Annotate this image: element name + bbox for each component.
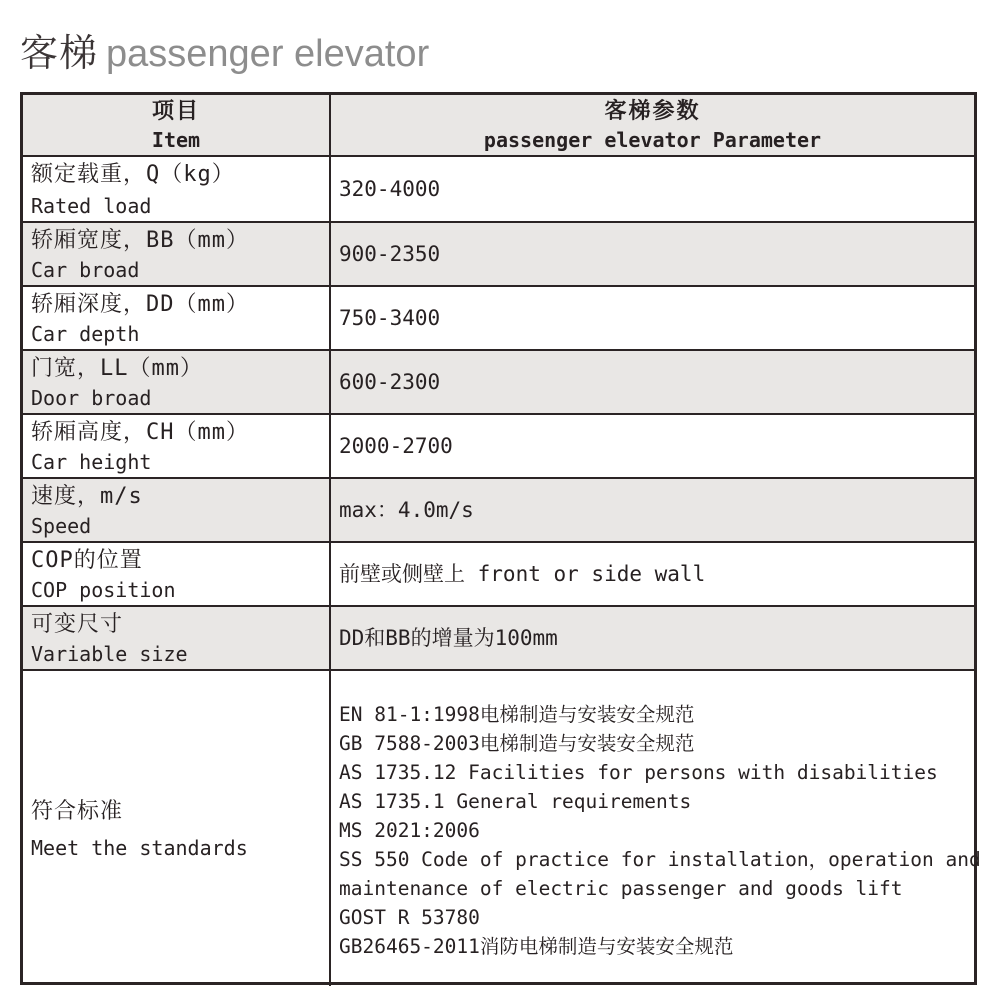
row-label-cell [23,223,329,285]
standards-list [339,700,981,961]
row-value-cell [329,351,974,413]
page-title-zh: 客梯 [20,33,99,75]
row-label-zh: 轿厢深度，DD（mm） [31,292,249,317]
row-value: DD和BB的增量为100mm [339,626,558,650]
row-label-en: Variable size [31,642,188,666]
row-label-zh: 额定载重，Q（kg） [31,162,235,187]
row-value: 2000-2700 [339,434,453,458]
row-label-en: Car depth [31,322,140,346]
page-title [20,32,429,76]
table-row-car-broad [23,221,974,285]
row-value: max：4.0m/s [339,498,474,522]
row-label-zh: COP的位置 [31,548,143,573]
row-label-cell [23,479,329,541]
header-parameter-cell [329,95,974,155]
row-value: 前壁或侧壁上 front or side wall [339,562,706,586]
row-value-cell [329,157,974,221]
row-label-en: Speed [31,514,92,538]
row-label-zh: 轿厢宽度，BB（mm） [31,228,249,253]
header-parameter-en: passenger elevator Parameter [483,128,822,152]
table-row-cop-position [23,541,974,605]
row-label-zh: 速度，m/s [31,484,143,509]
row-label-zh: 可变尺寸 [31,612,124,637]
table-row-speed [23,477,974,541]
standards-line: SS 550 Code of practice for installation，operation and [339,848,981,871]
row-value-cell [329,543,974,605]
row-value: 320-4000 [339,177,441,201]
row-label-en: Rated load [31,194,152,218]
row-label-cell [23,543,329,605]
standards-line: GB 7588-2003电梯制造与安装安全规范 [339,732,695,755]
row-label-cell [23,415,329,477]
row-label-cell [23,287,329,349]
row-label-en: Car broad [31,258,140,282]
spec-table [20,92,981,985]
row-label-en: COP position [31,578,176,602]
row-value-cell [329,287,974,349]
table-row-door-broad [23,349,974,413]
row-value-cell [329,415,974,477]
header-item-cell [23,95,329,155]
row-label-cell [23,351,329,413]
standards-line: GOST R 53780 [339,906,480,929]
table-row-car-depth [23,285,974,349]
table-row-car-height [23,413,974,477]
row-label-en: Meet the standards [31,836,248,860]
standards-line: MS 2021:2006 [339,819,480,842]
row-value-cell [329,479,974,541]
row-value-cell [329,671,981,986]
table-row-standards [23,669,981,986]
row-value: 600-2300 [339,370,441,394]
row-label-en: Door broad [31,386,152,410]
header-item-en: Item [151,128,201,152]
standards-line: maintenance of electric passenger and goods lift [339,877,903,900]
row-label-zh: 门宽，LL（mm） [31,356,203,381]
row-value-cell [329,607,974,669]
row-label-zh: 轿厢高度，CH（mm） [31,420,249,445]
table-row-variable-size [23,605,974,669]
standards-line: AS 1735.12 Facilities for persons with disabilities [339,761,938,784]
standards-line: EN 81-1:1998电梯制造与安装安全规范 [339,703,695,726]
row-label-cell [23,607,329,669]
table-row-rated-load [23,157,974,221]
row-label-cell [23,157,329,221]
row-label-cell [23,671,329,986]
page-title-en: passenger elevator [106,33,430,75]
row-label-en: Car height [31,450,152,474]
row-value: 900-2350 [339,242,441,266]
table-header-row [23,95,974,157]
row-value-cell [329,223,974,285]
standards-line: AS 1735.1 General requirements [339,790,692,813]
standards-line: GB26465-2011消防电梯制造与安装安全规范 [339,935,734,958]
header-parameter-zh: 客梯参数 [604,99,701,124]
row-value: 750-3400 [339,306,441,330]
header-item-zh: 项目 [151,99,200,124]
row-label-zh: 符合标准 [31,799,124,824]
